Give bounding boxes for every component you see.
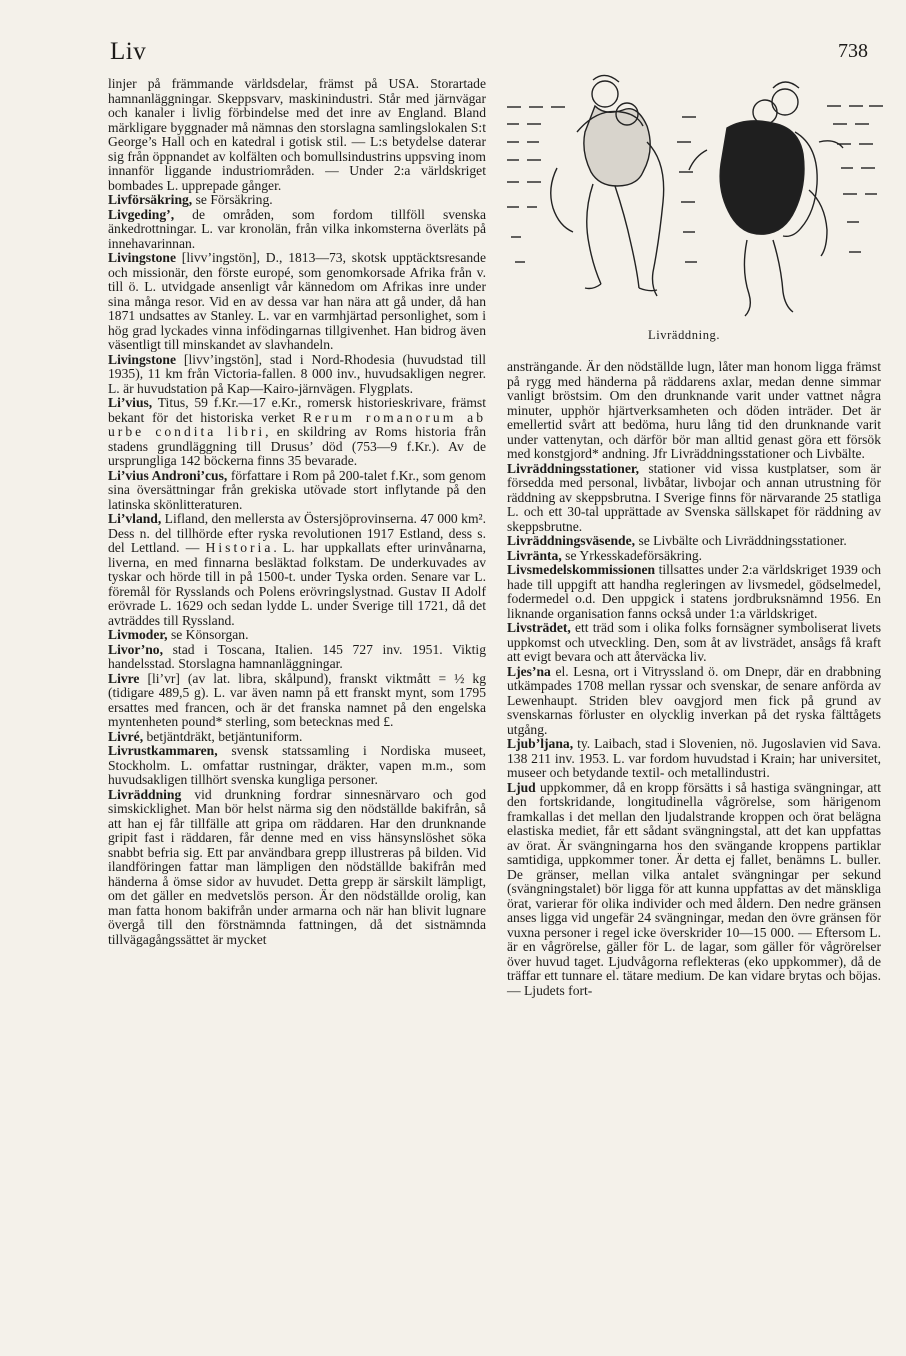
running-head: Liv bbox=[110, 38, 147, 65]
headword: Li’vius, bbox=[108, 395, 153, 410]
entry: Livräddningsstationer, stationer vid vissa kustplatser, som är försedda med personal, livbåtar, livbojar och annan utrustning för räddning av skeppsbrutna. I Sverige finns för närvarande 25 statliga L. och ett 30-tal upprättade av Svenska sällskapet för räddning av skeppsbrutne. bbox=[507, 460, 881, 534]
entry: Li’vland, Lifland, den mellersta av Östersjöprovinserna. 47 000 km². Dess n. del tillhörde efter ryska revolutionen 1917 Estland, dess s. del Lettland. — Historia. L. har uppkallats efter urinvånarna, liverna, en med finnarna besläktad folkstam. De underkuvades av tyskar och hörde till in på 1500-t. under Tyska orden. Senare var L. föremål för Rysslands och Polens erövringslystnad. Gustav II Adolf erövrade L. 1629 och sedan lydde L. under Sverige till 1721, då det avträddes till Ryssland. bbox=[108, 511, 486, 628]
entry: Livsmedelskommissionen tillsattes under 2:a världskriget 1939 och hade till uppgift att handha regleringen av livsmedel, gödselmedel, fodermedel o.d. Den uppgick i statens jordbruksnämnd 1956. En liknande organisation fanns också under 1:a världskriget. bbox=[507, 562, 881, 621]
water-dashes-right bbox=[827, 106, 883, 252]
headword: Livräddningsväsende, bbox=[507, 533, 636, 548]
headword: Ljud bbox=[507, 779, 536, 795]
headword: Livgeding’, bbox=[108, 206, 175, 222]
right-column bbox=[507, 360, 881, 998]
spaced-subhead: Historia bbox=[205, 540, 274, 555]
headword: Li’vland, bbox=[108, 511, 162, 526]
right-figures bbox=[689, 82, 843, 316]
entry: Ljud uppkommer, då en kropp försätts i så hastiga svängningar, att den fortskridande, longitudinella vågrörelse, som härigenom framkallas i det mellan den ljudalstrande kroppen och örat belägna elastiska mediet, får ett sådant svängningstal, att det kan uppfattas av örat. Är svängningarna hos den svängande kroppens partiklar samtidiga, uppkommer toner. Är detta ej fallet, benämns L. buller. De gränser, mellan vilka antalet svängningar per sekund (svängningstalet) bör ligga för att kunna uppfattas av det mänskliga örat, varierar för olika individer och med åldern. Den nedre gränsen anses ligga vid ungefär 24 svängningar, medan den övre gränsen för vuxna personer i regel icke överskrider 10—15 000. — Eftersom L. är en vågrörelse, gäller för L. de lagar, som gäller för vågrörelser över huvud taget. Ljudvågorna reflekteras (eko uppkommer), då de träffar ett tunnare el. tätare medium. De kan vidare brytas och böjas. — Ljudets fort- bbox=[507, 779, 881, 998]
entry: Li’vius Androni’cus, författare i Rom på 200-talet f.Kr., som genom sina översättningar från grekiska utövade stort inflytande på den latinska skönlitteraturen. bbox=[108, 467, 486, 512]
entry: Ljes’na el. Lesna, ort i Vitryssland ö. om Dnepr, där en drabbning utkämpades 1708 mellan ryssar och svenskar, de senare anförda av Lewenhaupt. Striden blev oavgjord men fick på grund av svenskarnas förluster en olycklig inverkan på det ryska fälttågets utgång. bbox=[507, 663, 881, 737]
headword: Livré, bbox=[108, 728, 144, 744]
headword: Livre bbox=[108, 670, 140, 686]
left-column bbox=[108, 77, 486, 947]
entry: Livförsäkring, se Försäkring. bbox=[108, 192, 273, 207]
entry: Livgeding’, de områden, som fordom tillföll svenska änkedrottningar. L. var kronolän, från vilka inkomsterna överläts på innehavarinnan. bbox=[108, 206, 486, 251]
entry: Livmoder, se Könsorgan. bbox=[108, 627, 249, 642]
headword: Ljes’na bbox=[507, 663, 551, 679]
water-dashes-middle bbox=[677, 117, 697, 262]
rescue-drawing bbox=[497, 72, 889, 322]
entry: Livré, betjäntdräkt, betjäntuniform. bbox=[108, 728, 303, 744]
spaced-title: Rerum romanorum ab urbe condita libri bbox=[108, 409, 486, 439]
headword: Livsmedelskommissionen bbox=[507, 562, 656, 577]
headword: Livingstone bbox=[108, 351, 176, 367]
entry: Ljub’ljana, ty. Laibach, stad i Slovenien, nö. Jugoslavien vid Sava. 138 211 inv. 1953. L. var fordom huvudstad i Krain; har universitet, museer och betydande textil- och metallindustri. bbox=[507, 736, 881, 780]
entry: Li’vius, Titus, 59 f.Kr.—17 e.Kr., romersk historieskrivare, främst bekant för det historiska verket Rerum romanorum ab urbe condita libri, en skildring av Roms historia från stadens grundläggning till Drusus’ död (753—9 f.Kr.). Av de ursprungliga 142 böckerna finns 35 bevarade. bbox=[108, 395, 486, 468]
entry: Livre [li’vr] (av lat. libra, skålpund), franskt viktmått = ½ kg (tidigare 489,5 g). L. var även namn på ett franskt mynt, som 1795 ersattes med francen, och är det franska namnet på den engelska myntenheten pound* sterling, som betecknas med £. bbox=[108, 670, 486, 729]
entry: Livrustkammaren, svensk statssamling i Nordiska museet, Stockholm. L. omfattar rustningar, dräkter, vapen m.m., som huvudsakligen tillhört svenska kungliga personer. bbox=[108, 743, 486, 787]
headword: Li’vius Androni’cus, bbox=[108, 467, 228, 483]
headword: Livor’no, bbox=[108, 641, 163, 657]
page-number: 738 bbox=[838, 40, 868, 62]
headword: Livförsäkring, bbox=[108, 192, 193, 207]
entry: Livräddningsväsende, se Livbälte och Livräddningsstationer. bbox=[507, 533, 847, 548]
headword: Livräddning bbox=[108, 786, 182, 802]
entry: Livingstone [livv’ingstön], D., 1813—73, skotsk upptäcktsresande och missionär, den förste europé, som genomkorsade Afrika från v. till ö. L. utvidgade ansenligt vår kännedom om Afrikas inre under sina många resor. Vid en av dessa var han nära att gå under, då han 1871 undsattes av Stanley. L. var en varmhjärtad personlighet, som i hög grad lyckades vinna infödingarnas tillgivenhet. Han bidrog även väsentligt till minskandet av slavhandeln. bbox=[108, 250, 486, 352]
entry: Livränta, se Yrkesskadeförsäkring. bbox=[507, 547, 703, 563]
left-figures bbox=[551, 75, 664, 296]
rescue-illustration bbox=[497, 72, 889, 350]
headword: Ljub’ljana, bbox=[507, 736, 574, 751]
entry: Livingstone [livv’ingstön], stad i Nord-Rhodesia (huvudstad till 1935), 11 km från Victoria-fallen. 8 000 inv., huvudsakligen negrer. L. är huvudstation på Kap—Kairo-järnvägen. Flygplats. bbox=[108, 351, 486, 396]
headword: Livrustkammaren, bbox=[108, 743, 218, 758]
entry: Livräddning vid drunkning fordrar sinnesnärvaro och god simskicklighet. Man bör helst närma sig den nödställde bakifrån, så att han ej får tillfälle att gripa om räddaren. Har den drunknande gripit fast i räddaren, får denne med en viss hänsynslöshet söka snabbt befria sig. Ett par användbara grepp illustreras på bilden. Vid ilandföringen fattar man lämpligen den nödställde bakifrån med händerna å ömse sidor av huvudet. Detta grepp är särskilt lämpligt, om det gäller en medvetslös person. Är den nödställde orolig, kan man fatta honom bakifrån under armarna och när han blivit lugnare övergå till den förstnämnda fattningen, då det sistnämnda tillvägagångssättet är mycket bbox=[108, 786, 486, 947]
headword: Livmoder, bbox=[108, 627, 168, 642]
entry: Livsträdet, ett träd som i olika folks fornsägner symboliserat livets uppkomst och utveckling. Den, som åt av livsträdet, ansågs få kraft att evigt bevara och att återväcka liv. bbox=[507, 620, 881, 664]
headword: Livingstone bbox=[108, 250, 176, 265]
entry: Livor’no, stad i Toscana, Italien. 145 727 inv. 1951. Viktig handelsstad. Storslagna hamnanläggningar. bbox=[108, 641, 486, 671]
water-dashes-left bbox=[507, 107, 565, 262]
headword: Livräddningsstationer, bbox=[507, 460, 640, 476]
figure-caption: Livräddning. bbox=[648, 328, 721, 342]
entry: ansträngande. Är den nödställde lugn, låter man honom ligga främst på rygg med händerna på räddarens axlar, medan denne simmar vanligt bröstsim. Om den drunknande varit under vattnet några minuter, upphör hjärtverksamheten och döden inträder. Det är emellertid svårt att bedöma, huru lång tid den drunknande varit under vattenytan, och därför bör man alltid genast göra ett försök med konstgjord* andning. Jfr Livräddningsstationer och Livbälte. bbox=[507, 359, 881, 461]
entry: linjer på främmande världsdelar, främst på USA. Storartade hamnanläggningar. Skeppsvarv, maskinindustri. Står med järnvägar och kanaler i livlig förbindelse med det inre av England. Bland märkligare byggnader må nämnas den storslagna samlingslokalen S:t George’s Hall och en katedral i gotisk stil. — L:s betydelse daterar sig från öppnandet av kolfälten och bomullsindustrins uppsving inom innanför liggande industriområden. — Under 2:a världskriget bombades L. upprepade gånger. bbox=[108, 76, 486, 193]
headword: Livränta, bbox=[507, 547, 562, 563]
headword: Livsträdet, bbox=[507, 620, 571, 635]
